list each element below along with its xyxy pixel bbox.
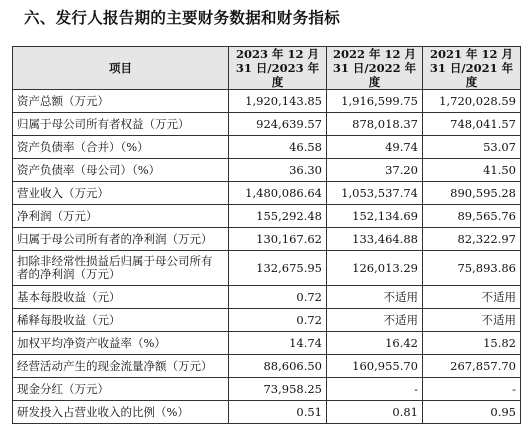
value-2023: 1,480,086.64 [229,182,327,205]
value-2021: 82,322.97 [423,228,521,251]
table-header-row [13,47,521,90]
header-2021: 2021 年 12 月 31 日/2021 年度 [423,47,521,90]
value-2022: 160,955.70 [327,355,423,378]
table-row [13,205,521,228]
row-label: 现金分红（万元） [13,378,229,401]
value-2023: 73,958.25 [229,378,327,401]
value-2022: 1,916,599.75 [327,90,423,113]
value-2021: 75,893.86 [423,251,521,286]
row-label: 净利润（万元） [13,205,229,228]
table-row [13,182,521,205]
value-2021: 53.07 [423,136,521,159]
value-2023: 88,606.50 [229,355,327,378]
value-2023: 132,675.95 [229,251,327,286]
section-heading: 六、发行人报告期的主要财务数据和财务指标 [24,9,341,27]
value-2022: 1,053,537.74 [327,182,423,205]
table-body [13,90,521,424]
value-2023: 0.51 [229,401,327,424]
table-row [13,113,521,136]
value-2021: 41.50 [423,159,521,182]
value-2021: 0.95 [423,401,521,424]
table-row [13,332,521,355]
row-label: 基本每股收益（元） [13,286,229,309]
value-2022: - [327,378,423,401]
table-row [13,401,521,424]
value-2023: 36.30 [229,159,327,182]
table-row [13,228,521,251]
header-item: 项目 [13,47,229,90]
value-2021: 1,720,028.59 [423,90,521,113]
value-2022: 152,134.69 [327,205,423,228]
value-2023: 14.74 [229,332,327,355]
table-row [13,286,521,309]
table-row [13,355,521,378]
table-row [13,159,521,182]
value-2023: 0.72 [229,286,327,309]
value-2023: 0.72 [229,309,327,332]
row-label: 归属于母公司所有者的净利润（万元） [13,228,229,251]
financial-indicators-table [12,46,521,424]
value-2023: 924,639.57 [229,113,327,136]
table-row [13,309,521,332]
table-row [13,251,521,286]
row-label: 经营活动产生的现金流量净额（万元） [13,355,229,378]
header-2023: 2023 年 12 月 31 日/2023 年度 [229,47,327,90]
value-2021: 748,041.57 [423,113,521,136]
table-row [13,136,521,159]
row-label: 资产总额（万元） [13,90,229,113]
header-2022: 2022 年 12 月 31 日/2022 年度 [327,47,423,90]
value-2022: 49.74 [327,136,423,159]
value-2022: 不适用 [327,286,423,309]
row-label: 稀释每股收益（元） [13,309,229,332]
value-2022: 不适用 [327,309,423,332]
value-2021: 不适用 [423,286,521,309]
value-2021: 890,595.28 [423,182,521,205]
value-2022: 37.20 [327,159,423,182]
value-2021: 267,857.70 [423,355,521,378]
value-2022: 878,018.37 [327,113,423,136]
row-label: 资产负债率（母公司）（%） [13,159,229,182]
table-row [13,378,521,401]
value-2021: - [423,378,521,401]
row-label: 扣除非经常性损益后归属于母公司所有者的净利润（万元） [13,251,229,286]
value-2021: 89,565.76 [423,205,521,228]
value-2022: 126,013.29 [327,251,423,286]
value-2021: 不适用 [423,309,521,332]
table-row [13,90,521,113]
row-label: 营业收入（万元） [13,182,229,205]
row-label: 归属于母公司所有者权益（万元） [13,113,229,136]
value-2022: 133,464.88 [327,228,423,251]
row-label: 资产负债率（合并）（%） [13,136,229,159]
value-2022: 16.42 [327,332,423,355]
value-2021: 15.82 [423,332,521,355]
value-2023: 46.58 [229,136,327,159]
value-2023: 1,920,143.85 [229,90,327,113]
value-2023: 155,292.48 [229,205,327,228]
value-2023: 130,167.62 [229,228,327,251]
row-label: 加权平均净资产收益率（%） [13,332,229,355]
row-label: 研发投入占营业收入的比例（%） [13,401,229,424]
value-2022: 0.81 [327,401,423,424]
